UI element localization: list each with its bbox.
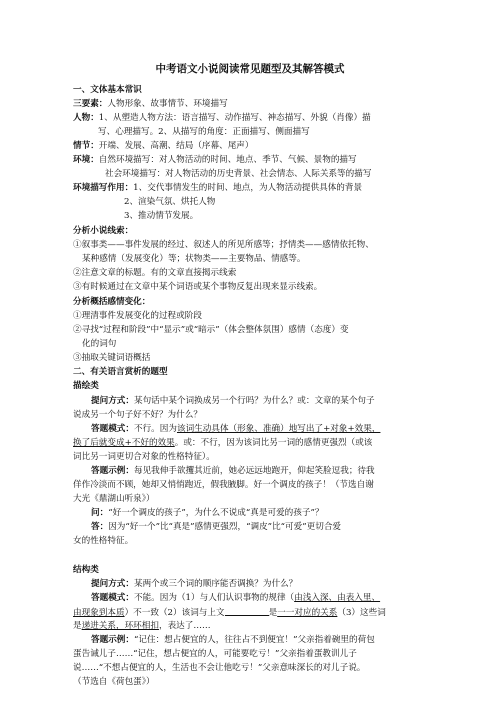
answer-line-2 [73, 438, 372, 449]
example2-text-3: 说……“不想占便宜的人，生活也不会让他吃亏！”父亲意味深长的对儿子说。 [73, 663, 366, 673]
ask-line-1 [91, 396, 375, 407]
answer2-text-2c: 是 [268, 608, 278, 618]
answer-text-1-underlined: 该词生动具体（形象、准确）地写出了+对象+效果， [176, 424, 381, 434]
answer2-label: 答题模式： [91, 593, 134, 603]
answer2-text-3-underlined: 递进关系，环环相扣 [81, 621, 159, 631]
document-title: 中考语文小说阅读常见题型及其解答模式 [155, 63, 345, 75]
example2-label: 答题示例： [91, 635, 134, 645]
emotion-line-3: 化的词句 [82, 339, 117, 349]
character-text-1: 1、从塑造人物方法：语言描写、动作描写、神态描写、外貌（肖像）描 [98, 113, 371, 123]
answer2-text-1a: 不能。因为（1）与人们认识事物的规律（ [133, 593, 295, 603]
environment-function-label: 环境描写作用： [73, 183, 134, 193]
category-structural: 结构类 [73, 565, 99, 575]
section-heading-language: 二、有关语言赏析的题型 [73, 367, 168, 377]
example2-line-1 [91, 635, 375, 646]
ask2-label: 提问方式： [91, 579, 134, 589]
character-label: 人物： [73, 113, 99, 123]
environment-function-3: 3、推动情节发展。 [124, 211, 199, 221]
example-text-1: 每见我伸手欲攫其近前，她必远远地跑开，仰起笑脸逗我；待我 [133, 466, 375, 476]
answer2-text-2-underlined-b: 一一对应的关系 [277, 608, 338, 618]
reply-text-2: 女的性格特征。 [73, 536, 134, 546]
answer2-text-3a: 是 [73, 621, 82, 631]
elements-line [73, 99, 228, 110]
elements-label: 三要素： [73, 99, 108, 109]
plot-text: 开端、发展、高潮、结局（序幕、尾声） [98, 141, 254, 151]
emotion-heading: 分析概括感情变化： [73, 297, 151, 307]
environment-line [73, 155, 357, 166]
answer-text-2b: 。或：不行，因为该词比另一词的感情更强烈（或该 [174, 438, 373, 448]
answer-text-1a: 不行。因为 [133, 424, 177, 434]
category-descriptive: 描绘类 [73, 381, 99, 391]
clue-line-2: 某种感情（发展变化）等；状物类——主要物品、情感等。 [82, 254, 306, 264]
clue-heading: 分析小说线索： [73, 226, 134, 236]
reply-label: 答： [91, 522, 109, 532]
question-label: 问： [91, 508, 109, 518]
ask2-line [91, 579, 297, 590]
answer-text-2-underlined: 换了后就变成+不好的效果 [73, 438, 175, 448]
environment-function-1: 1、交代事情发生的时间、地点，为人物活动提供具体的背景 [133, 183, 363, 193]
clue-line-3: ②注意文章的标题。有的文章直接揭示线索 [73, 268, 237, 278]
example2-text-1: “记住：想占便宜的人，往往占不到便宜！”父亲指着碗里的荷包 [133, 635, 375, 645]
answer-label: 答题模式： [91, 424, 134, 434]
ask-label: 提问方式： [91, 396, 134, 406]
ask2-text: 某两个或三个词的顺序能否调换？为什么？ [133, 579, 298, 589]
answer2-text-2-underlined: 由现象到本质 [73, 608, 125, 618]
emotion-line-4: ③抽取关键词语概括 [73, 353, 151, 363]
environment-function-line [73, 183, 362, 194]
example-line-1 [91, 466, 375, 477]
answer2-text-3b: ，表达了…… [158, 621, 211, 631]
example2-text-2: 蛋告诫儿子……“记住，想占便宜的人，可能要吃亏！”父亲指着蛋教训儿子 [73, 649, 357, 659]
section-heading-basics: 一、文体基本常识 [73, 85, 142, 95]
answer2-line-3 [73, 621, 211, 632]
ask-text-1: 某句话中某个词换成另一个行吗？为什么？或：文章的某个句子 [133, 396, 375, 406]
environment-label: 环境： [73, 155, 99, 165]
example-text-3: 大光《鼎湖山听泉》） [73, 494, 155, 504]
environment-natural: 自然环境描写：对人物活动的时间、地点、季节、气候、景物的描写 [98, 155, 357, 165]
reply-line-1 [91, 522, 341, 533]
question-line [91, 508, 323, 519]
answer2-text-2d: （3）这些词 [337, 608, 386, 618]
ask-text-2: 说成另一个句子好不好？为什么？ [73, 410, 202, 420]
environment-function-2: 2、渲染气氛、烘托人物 [124, 197, 216, 207]
plot-label: 情节： [73, 141, 99, 151]
environment-social: 社会环境描写：对人物活动的历史背景、社会情态、人际关系等的描写 [105, 169, 372, 179]
fill-blank [225, 607, 269, 616]
example-label: 答题示例： [91, 466, 134, 476]
clue-line-1: ①叙事类——事件发展的经过、叙述人的所见所感等；抒情类——感情依托物、 [73, 240, 374, 250]
answer-line-1 [91, 424, 380, 435]
reply-text-1: 因为“好一个”比“真是”感情更强烈，“调皮”比“可爱”更切合爱 [108, 522, 342, 532]
answer2-text-1-underlined: 由浅入深、由表入里、 [294, 593, 381, 603]
plot-line [73, 141, 254, 152]
answer2-line-2 [73, 607, 386, 619]
example2-text-4: （节选自《荷包蛋》） [73, 677, 155, 687]
emotion-line-2: ②寻找“过程和阶段”中“显示”或“暗示”（体会整体氛围）感情（态度）变 [73, 325, 349, 335]
question-text: “好一个调皮的孩子”，为什么不说成“真是可爱的孩子”？ [108, 508, 324, 518]
answer-line-3: 词比另一词更切合对象的性格特征）。 [73, 452, 215, 462]
example-text-2: 佯作冷淡而不顾，她却又悄悄跑近，假我腋脚。好一个调皮的孩子！（节选自谢 [73, 480, 374, 490]
answer2-line-1 [91, 593, 380, 604]
answer2-text-2b: ）不一致（2）该词与上文 [124, 608, 225, 618]
emotion-line-1: ①理清事件发展变化的过程或阶段 [73, 311, 202, 321]
character-line [73, 113, 371, 124]
character-text-2: 写、心理描写。2、从描写的角度：正面描写、侧面描写 [98, 127, 310, 137]
elements-text: 人物形象、故事情节、环境描写 [107, 99, 228, 109]
clue-line-4: ③有时候通过在文章中某个词语或某个事物反复出现来显示线索。 [73, 282, 323, 292]
